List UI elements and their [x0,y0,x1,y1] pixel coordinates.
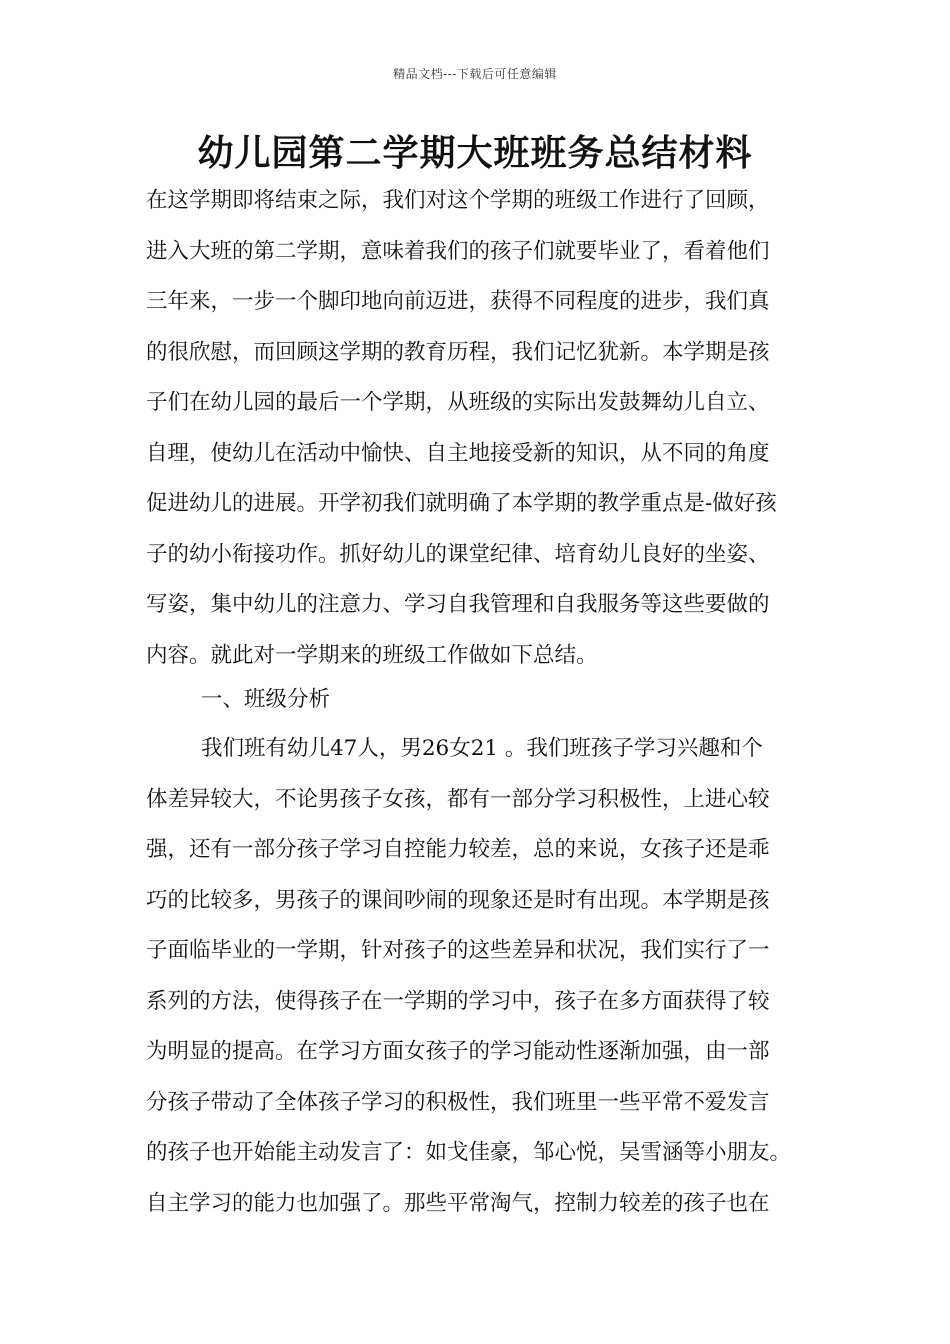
paragraph-line: 强，还有一部分孩子学习自控能力较差，总的来说，女孩子还是乖 [146,837,770,862]
paragraph-line: 我们班有幼儿47人，男26女21 。我们班孩子学习兴趣和个 [201,736,763,761]
paragraph-line: 系列的方法，使得孩子在一学期的学习中，孩子在多方面获得了较 [146,988,770,1014]
paragraph-line: 自主学习的能力也加强了。那些平常淘气，控制力较差的孩子也在 [146,1190,770,1216]
paragraph-line: 在这学期即将结束之际，我们对这个学期的班级工作进行了回顾， [146,188,770,213]
paragraph-line: 巧的比较多，男孩子的课间吵闹的现象还是时有出现。本学期是孩 [146,887,770,913]
paragraph-line: 子面临毕业的一学期，针对孩子的这些差异和状况，我们实行了一 [146,938,770,963]
paragraph-line: 进入大班的第二学期，意味着我们的孩子们就要毕业了，看着他们 [146,238,770,264]
paragraph-line: 的孩子也开始能主动发言了：如戈佳豪，邹心悦，吴雪涵等小朋友。 [146,1140,792,1165]
paragraph-line: 写姿，集中幼儿的注意力、学习自我管理和自我服务等这些要做的 [146,592,770,617]
paragraph-line: 子们在幼儿园的最后一个学期，从班级的实际出发鼓舞幼儿自立、 [146,390,770,415]
section-heading [146,675,826,726]
class-analysis-paragraph [146,724,826,1229]
paragraph-line: 体差异较大，不论男孩子女孩，都有一部分学习积极性，上进心较 [146,786,770,812]
intro-paragraph [146,176,826,681]
paragraph-line: 促进幼儿的进展。开学初我们就明确了本学期的教学重点是-做好孩 [146,491,777,516]
paragraph-line: 的很欣慰，而回顾这学期的教育历程，我们记忆犹新。本学期是孩 [146,339,770,365]
paragraph-line: 分孩子带动了全体孩子学习的积极性，我们班里一些平常不爱发言 [146,1089,770,1115]
section-heading-text: 一、班级分析 [201,687,331,712]
paragraph-line: 自理，使幼儿在活动中愉快、自主地接受新的知识，从不同的角度 [146,440,770,466]
header-note: 精品文档---下载后可任意编辑 [393,67,557,81]
document-title: 幼儿园第二学期大班班务总结材料 [197,133,753,174]
paragraph-line: 三年来，一步一个脚印地向前迈进，获得不同程度的进步，我们真 [146,289,770,314]
paragraph-line: 内容。就此对一学期来的班级工作做如下总结。 [146,642,598,668]
paragraph-line: 为明显的提高。在学习方面女孩子的学习能动性逐渐加强，由一部 [146,1039,770,1064]
paragraph-line: 子的幼小衔接功作。抓好幼儿的课堂纪律、培育幼儿良好的坐姿、 [146,541,770,567]
